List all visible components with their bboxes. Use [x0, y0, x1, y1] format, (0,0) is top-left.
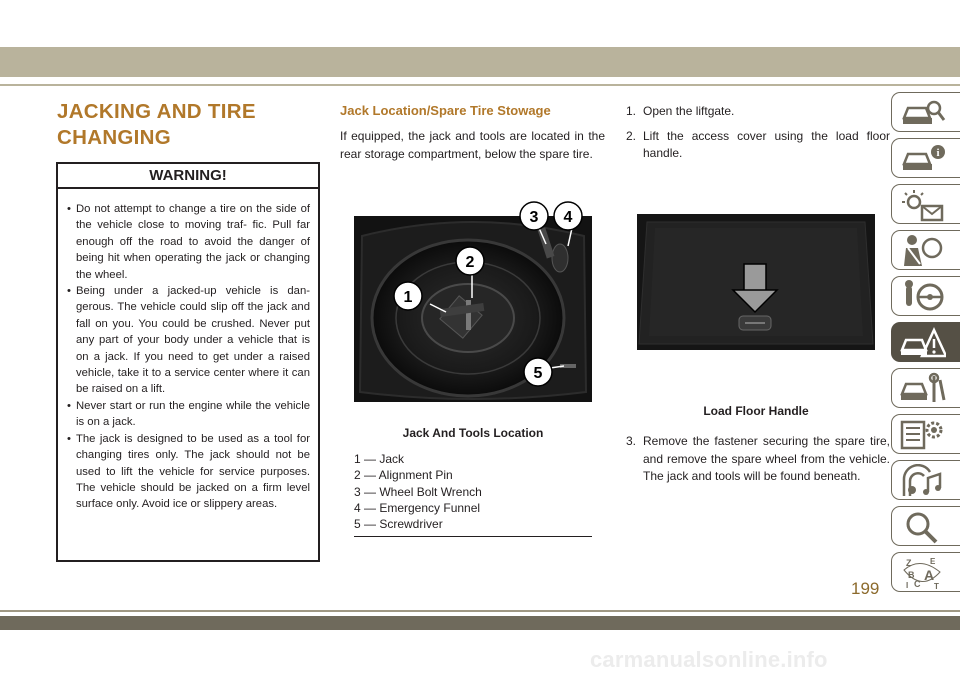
tab-starting-operating[interactable] [891, 276, 960, 316]
section-title-line-2: CHANGING [57, 126, 172, 149]
footer-rule [0, 610, 960, 612]
warning-item-text: Never start or run the engine while the vehicle is on a jack. [76, 399, 310, 429]
car-wrench-icon [900, 372, 946, 406]
tab-getting-to-know-instrument-panel[interactable] [891, 138, 960, 178]
seatbelt-airbag-icon [900, 234, 946, 268]
step-text: Lift the access cover using the load floor handle. [643, 128, 890, 160]
callout-4-label: 4 [563, 209, 573, 226]
multimedia-icon [900, 464, 946, 498]
bullet-icon: • [67, 203, 71, 215]
tab-getting-to-know-vehicle[interactable] [891, 92, 960, 132]
callout-1 [394, 282, 422, 310]
section-title-line-1: JACKING AND TIRE [57, 100, 256, 123]
jack-location-heading: Jack Location/Spare Tire Stowage [340, 103, 551, 118]
gear-shift-steering-wheel-icon [900, 280, 946, 314]
bullet-icon: • [67, 399, 71, 412]
svg-text:E: E [930, 557, 936, 566]
steps-list-continued [626, 433, 890, 486]
step-number: 3. [626, 434, 637, 448]
warning-list [58, 189, 318, 513]
warning-item-text: Being under a jacked-up vehicle is dan- gerous. The vehicle could slip off the jack and fall on you. You could be crushed. Never put any part of your body under a vehicle that is on a jack. If you need to get under a raised vehicle, take it to a service center where it can be raised on a lift. [76, 285, 310, 396]
specifications-gear-icon [900, 418, 946, 452]
bullet-icon: • [67, 432, 71, 445]
legend-item: 3 — Wheel Bolt Wrench [354, 484, 482, 499]
svg-text:C: C [914, 579, 921, 589]
callout-5 [524, 358, 552, 386]
steps-list [626, 103, 890, 163]
warning-light-message-icon [900, 188, 946, 222]
callout-2 [456, 247, 484, 275]
callout-3-label: 3 [529, 209, 539, 226]
magnifier-icon [900, 510, 946, 544]
warning-item-text: Do not attempt to change a tire on the side of the vehicle close to moving traf- fic. Pull far enough off the road to avoid the danger of being hit when operating the jack or changing the wheel. [76, 203, 310, 281]
warning-item [67, 201, 310, 283]
jack-tools-caption: Jack And Tools Location [402, 426, 544, 440]
step-number: 1. [626, 104, 637, 118]
legend-item: 1 — Jack [354, 452, 405, 466]
jack-location-paragraph: If equipped, the jack and tools are located in the rear storage compartment, below the spare tire. [340, 129, 605, 161]
warning-item-text: The jack is designed to be used as a tool for changing tires only. The jack should not be used to lift the vehicle for service purposes. The vehicle should be jacked on a firm level surface only. Avoid ice or slippery areas. [76, 432, 310, 511]
bullet-icon: • [67, 285, 71, 298]
warning-item [67, 283, 310, 398]
header-rule [0, 84, 960, 86]
svg-text:5: 5 [533, 365, 543, 382]
svg-text:2: 2 [465, 254, 475, 271]
svg-text:A: A [924, 567, 935, 583]
step-item [626, 128, 890, 163]
section-title [57, 99, 297, 151]
svg-text:1: 1 [403, 289, 413, 306]
page-number: 199 [851, 579, 880, 598]
svg-text:B: B [908, 570, 915, 580]
legend-item: 5 — Screwdriver [354, 517, 443, 532]
load-floor-photo [637, 214, 875, 350]
top-callouts [514, 200, 594, 232]
warning-item [67, 398, 310, 431]
alphabetical-index-icon [900, 556, 946, 590]
tab-safety-warning-lights[interactable] [891, 184, 960, 224]
svg-text:T: T [934, 582, 939, 590]
jack-tools-photo [354, 216, 592, 402]
tab-technical-specifications[interactable] [891, 414, 960, 454]
step-number: 2. [626, 128, 637, 143]
tab-index[interactable] [891, 552, 960, 592]
footer-band [0, 616, 960, 630]
jack-tools-legend [354, 451, 592, 537]
tab-multimedia[interactable] [891, 460, 960, 500]
step-text: Open the liftgate. [643, 104, 735, 118]
tab-customer-assistance[interactable] [891, 506, 960, 546]
warning-heading: WARNING! [58, 164, 318, 189]
svg-text:Z: Z [906, 558, 912, 568]
svg-text:I: I [906, 581, 909, 590]
step-item [626, 433, 890, 486]
tab-safety[interactable] [891, 230, 960, 270]
tab-servicing-maintenance[interactable] [891, 368, 960, 408]
car-info-icon [900, 142, 946, 176]
warning-box [56, 162, 320, 562]
warning-item [67, 431, 310, 513]
tab-in-case-of-emergency[interactable] [891, 322, 960, 362]
load-floor-caption: Load Floor Handle [703, 404, 809, 418]
header-band [0, 47, 960, 77]
svg-text:i: i [936, 147, 940, 159]
watermark: carmanualsonline.info [590, 647, 828, 672]
step-item [626, 103, 890, 121]
car-hazard-icon [900, 326, 946, 360]
legend-item: 2 — Alignment Pin [354, 468, 453, 483]
car-search-icon [900, 96, 946, 130]
legend-item: 4 — Emergency Funnel [354, 500, 481, 515]
step-text: Remove the fastener securing the spare tire, and remove the spare wheel from the vehicle. The jack and tools will be found beneath. [643, 434, 890, 483]
